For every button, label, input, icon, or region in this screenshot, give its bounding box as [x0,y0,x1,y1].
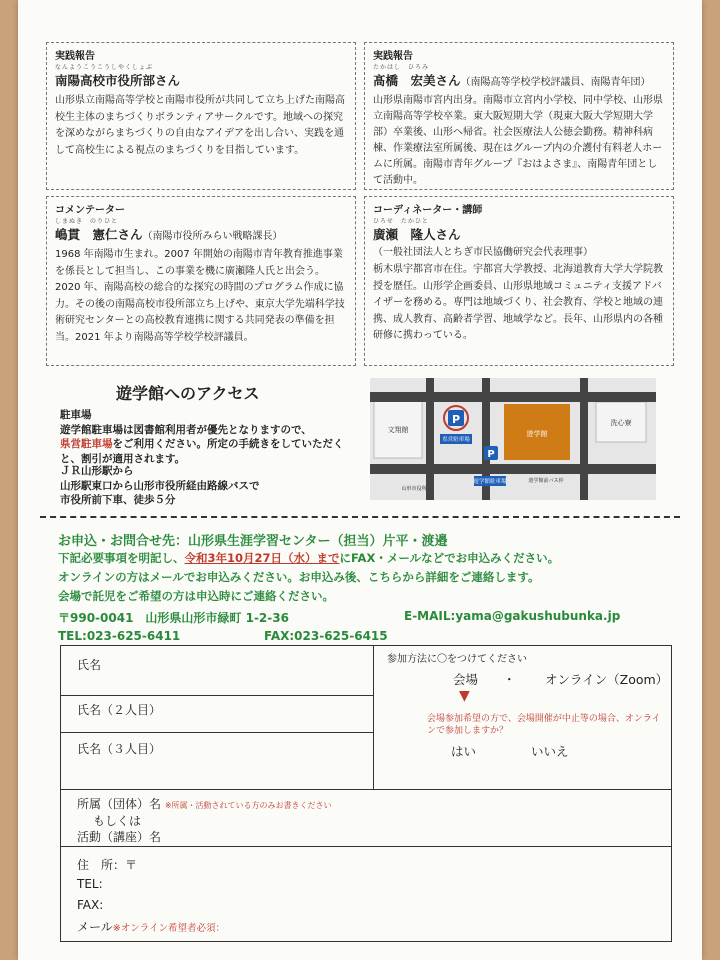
profile-name-text: 髙橋 宏美さん [373,73,461,88]
parking-line-1: 遊学館駐車場は図書館利用者が優先となりますので、 [60,423,312,436]
profile-text: 栃木県宇都宮市在住。宇都宮大学教授、北海道教育大学大学院教授を歴任。山形学企画委員、山形県地域コミュニティ支援アドバイザーを務める。専門は地域づくり、社会教育、学校と地域の連携、成人教育、高齢者学習、地域学など。長年、山形県内の各種研修に携わっている。 [373,264,663,341]
profile-box-shimanuki [46,196,356,366]
profile-name: 南陽高校市役所部さん [55,73,181,88]
train-line-1: 山形駅東口から山形市役所経由路線バスで [60,479,260,492]
profile-text: 山形県立南陽高等学校と南陽市役所が共同して立ち上げた南陽高校生主体のまちづくりボランティアサークルです。地域への探究を深めながらまちづくりの自由なアイデアを出し合い、実践を通して高校生による視点のまちづくりを目指しています。 [55,95,345,156]
tel-line: TEL:023-625-6411 [58,629,181,643]
mail-note: ※オンライン希望者必須： [112,923,225,934]
affiliation-label: 所属（団体）名 [77,797,162,811]
fax-line: FAX:023-625-6415 [264,629,388,643]
tel-field[interactable]: TEL: [77,877,103,891]
form-row-line [61,732,373,733]
contact-head: お申込・お問合せ先：山形県生涯学習センター（担当）片平・渡邉 [58,534,448,549]
mail-field[interactable] [77,918,225,935]
deadline-line [58,550,559,566]
name-ruby: なんようこうこうしやくしょぶ [55,64,154,71]
profile-name: 廣瀬 隆人さん [373,227,461,242]
option-online[interactable]: オンライン（Zoom） [545,672,669,687]
access-title: 遊学館へのアクセス [116,384,260,403]
flyer-sheet [18,0,702,960]
parking-info [60,408,360,466]
profile-text: 山形県南陽市宮内出身。南陽市立宮内小学校、同中学校、山形県立南陽高等学校卒業。東大阪短期大学（現東大阪大学短期大学部）卒業後、山形へ帰省。社会医療法人公徳会勤務。精神科病棟、作業療法室所属後、現在はグループ内の介護付有料老人ホームに所属。南陽市青年グループ『おはよさま』、南陽青年団として活動中。 [373,95,663,186]
profile-box-takahashi [364,42,674,190]
profile-sub: （南陽高等学校学校評議員、南陽青年団） [460,77,651,88]
option-venue[interactable]: 会場 [453,672,479,687]
address-field[interactable]: 住 所：〒 [77,858,138,872]
map-label-bus: 遊学館前バス停 [528,478,564,484]
map-label-senshinryo: 洗心寮 [610,419,632,427]
parking-head: 駐車場 [60,409,92,421]
option-separator: ・ [503,672,516,687]
name2-field[interactable]: 氏名（２人目） [77,703,162,717]
parking-line-2 [60,437,360,466]
profile-name [55,225,347,243]
box-tag: 実践報告 [55,51,95,62]
map-label-kenei: 県営駐車場 [442,437,470,443]
form-row-line [61,846,671,847]
email-line: E-MAIL:yama@gakushubunka.jp [404,609,621,623]
train-info [60,464,360,508]
arrow-down-icon: ▼ [459,688,470,704]
address-line: 〒990-0041 山形県山形市緑町 1-2-36 [58,611,289,625]
name3-field[interactable]: 氏名（３人目） [77,742,162,756]
parking-line-2-rest: をご利用ください。所定の手続きをしていただくと、割引が適用されます。 [60,438,344,465]
application-form [60,645,672,942]
profile-sub: （一般社団法人とちぎ市民協働研究会代表理事） [373,247,593,258]
profile-sub: （南陽市役所みらい戦略課長） [142,231,283,242]
activity-field[interactable]: 活動（講座）名 [77,830,162,844]
box-tag: コメンテーター [55,205,125,216]
name-ruby: しまぬき のりひと [55,218,119,225]
deadline-date: 令和3年10月27日（水）まで [184,551,340,565]
profile-box-nanyo-club [46,42,356,190]
affiliation-field[interactable] [77,795,332,812]
profile-text: 1968 年南陽市生まれ。2007 年開始の南陽市青年教育推進事業を係長として担当し、この事業を機に廣瀬隆人氏と出会う。2020 年、南陽高校の総合的な探究の時間のプログラム作成に協力。その後の南陽高校市役所部立ち上げや、東京大学先端科学技術研究センターとの高校教育連携に関する共同発表の準備を担当。2021 年より南陽高等学校学校評議員。 [55,249,345,343]
map-label-road: 山形市役所 [401,486,427,492]
map-label-yugakukan-parking: 遊学館駐車場 [473,479,507,485]
fallback-question: 会場参加希望の方で、会場開催が中止等の場合、オンラインで参加しますか？ [427,714,661,736]
box-tag: 実践報告 [373,51,413,62]
online-note: オンラインの方はメールでお申込みください。お申込み後、こちらから詳細をご連絡します。 [58,570,540,584]
cut-line [40,516,680,518]
parking-icon-kenei-letter: P [451,413,461,426]
name-ruby: ひろせ たかひと [373,218,429,225]
option-yes[interactable]: はい [451,744,477,759]
form-row-line [61,789,671,790]
parking-icon-yugakukan-letter: P [487,449,495,460]
name-ruby: たかはし ひろみ [373,64,430,71]
name1-field[interactable]: 氏名 [77,658,102,672]
mail-label: メール [77,920,113,934]
profile-box-hirose [364,196,674,366]
method-label: 参加方法に〇をつけてください [387,654,527,665]
map-label-bunshoukan: 文翔館 [387,426,409,434]
or-label: もしくは [93,814,142,828]
fax-field[interactable]: FAX: [77,898,104,912]
profile-name [373,71,665,89]
option-no[interactable]: いいえ [531,744,569,759]
childcare-note: 会場で託児をご希望の方は申込時にご連絡ください。 [58,589,334,603]
kenei-parking-highlight: 県営駐車場 [60,438,113,450]
train-head: ＪＲ山形駅から [60,465,134,477]
profile-name-text: 嶋貫 憲仁さん [55,227,143,242]
train-line-2: 市役所前下車、徒歩５分 [60,494,176,506]
deadline-line-c: にFAX・メールなどでお申込みください。 [339,551,560,565]
form-divider-v [373,646,374,789]
map-label-yugakukan: 遊学館 [526,430,548,438]
deadline-line-a: 下記必要事項を明記し、 [58,551,185,565]
form-row-line [61,695,373,696]
box-tag: コーディネーター・講師 [373,205,483,216]
affiliation-note: ※所属・活動されている方のみお書きください [164,801,332,810]
access-map [370,378,656,500]
